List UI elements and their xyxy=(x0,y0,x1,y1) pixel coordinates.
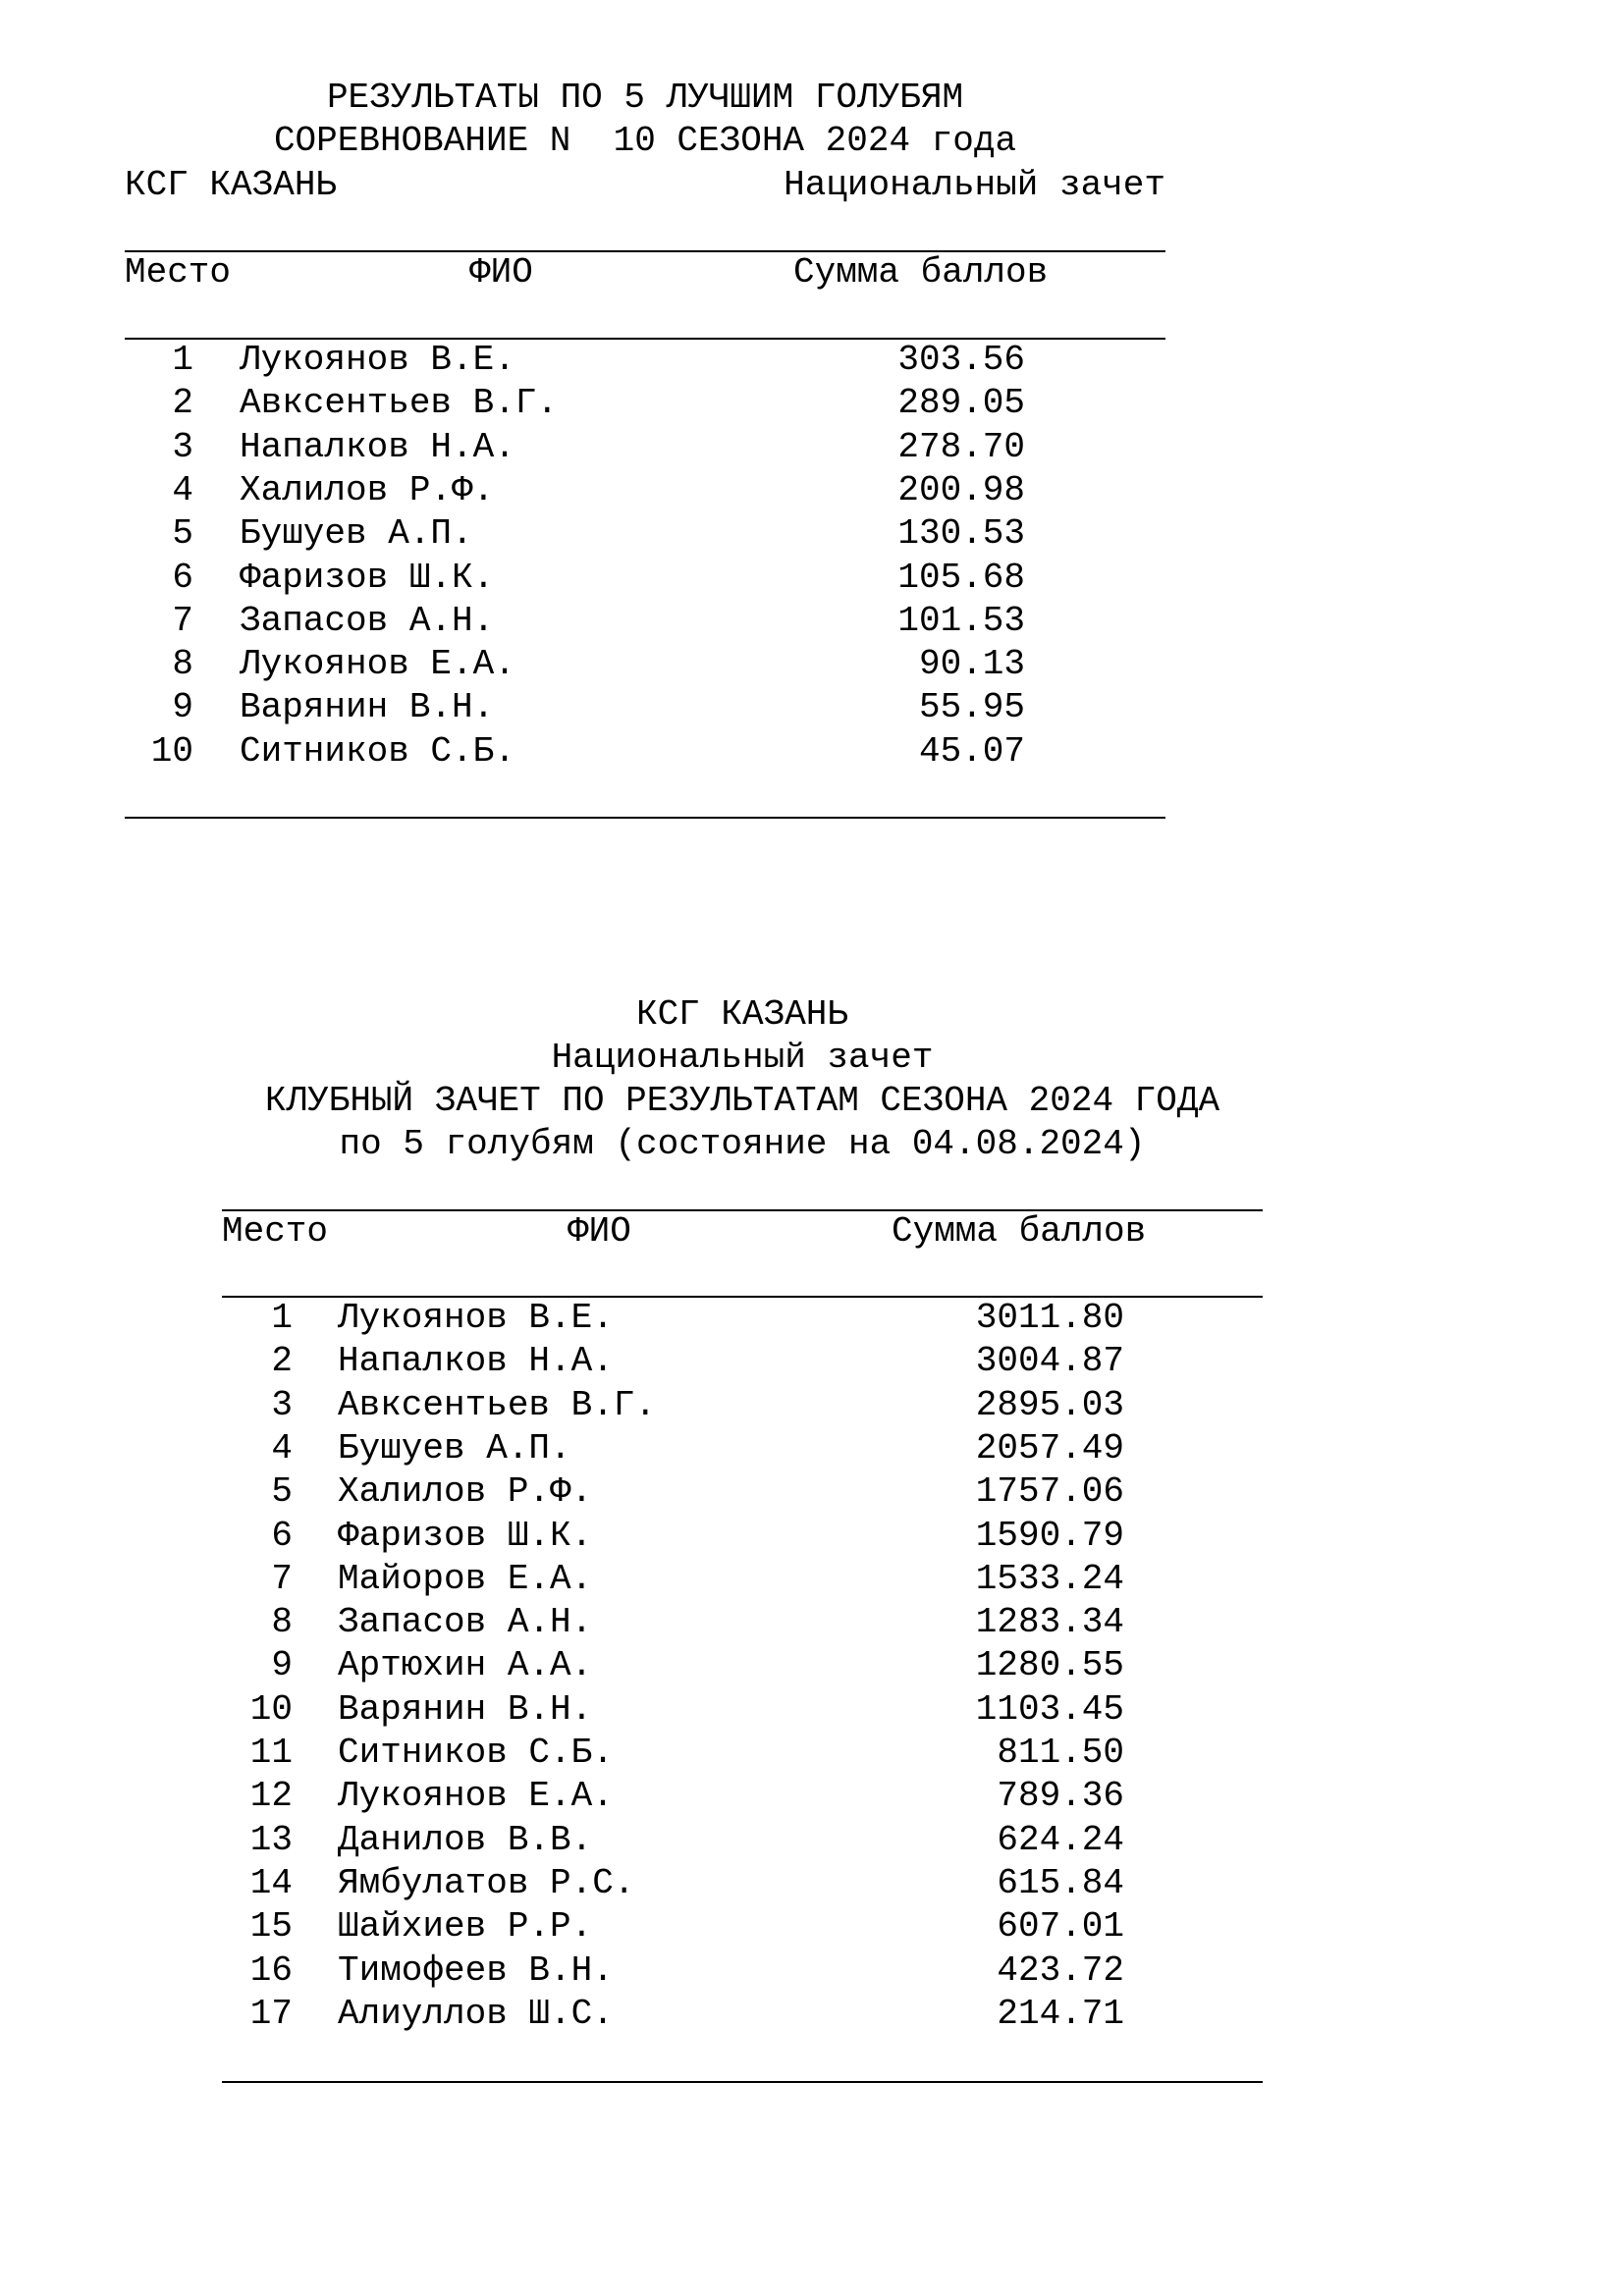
table-row xyxy=(222,1819,1263,1862)
place-cell: 3 xyxy=(172,426,193,467)
place-cell: 8 xyxy=(172,644,193,685)
name-cell: Алиуллов Ш.С. xyxy=(338,1993,614,2034)
table-row xyxy=(222,1905,1263,1949)
place-cell: 11 xyxy=(249,1733,293,1773)
score-cell: 55.95 xyxy=(918,687,1025,728)
report-2-category: Национальный зачет xyxy=(551,1038,934,1078)
place-cell: 4 xyxy=(172,469,193,510)
place-cell: 4 xyxy=(271,1427,293,1468)
place-cell: 1 xyxy=(271,1298,293,1338)
report-2-club: КСГ КАЗАНЬ xyxy=(635,994,849,1035)
score-cell: 615.84 xyxy=(997,1862,1124,1903)
name-cell: Варянин В.Н. xyxy=(338,1688,593,1730)
place-cell: 8 xyxy=(271,1602,293,1643)
score-cell: 1283.34 xyxy=(975,1602,1124,1643)
name-cell: Авксентьев В.Г. xyxy=(338,1384,657,1425)
table-row xyxy=(125,686,1165,729)
name-cell: Данилов В.В. xyxy=(338,1819,593,1860)
name-cell: Запасов А.Н. xyxy=(240,600,495,641)
name-cell: Лукоянов Е.А. xyxy=(338,1776,614,1817)
place-cell: 9 xyxy=(172,687,193,728)
place-cell: 5 xyxy=(172,513,193,555)
table-row xyxy=(125,512,1165,556)
score-cell: 105.68 xyxy=(897,557,1025,598)
name-cell: Бушуев А.П. xyxy=(240,513,473,555)
score-cell: 2895.03 xyxy=(975,1384,1124,1425)
table-row xyxy=(125,557,1165,600)
name-cell: Лукоянов Е.А. xyxy=(240,644,515,685)
report-2-header-score: Сумма баллов xyxy=(892,1211,1147,1252)
place-cell: 3 xyxy=(271,1384,293,1425)
place-cell: 9 xyxy=(271,1645,293,1686)
table-row xyxy=(222,1470,1263,1514)
name-cell: Лукоянов В.Е. xyxy=(338,1298,614,1338)
name-cell: Халилов Р.Ф. xyxy=(240,469,495,510)
score-cell: 607.01 xyxy=(997,1906,1124,1948)
name-cell: Авксентьев В.Г. xyxy=(240,383,559,424)
name-cell: Ситников С.Б. xyxy=(338,1733,614,1773)
report-1-category: Национальный зачет xyxy=(784,165,1165,205)
score-cell: 3011.80 xyxy=(975,1298,1124,1338)
table-row xyxy=(125,426,1165,469)
table-row xyxy=(125,469,1165,512)
report-2-title: КЛУБНЫЙ ЗАЧЕТ ПО РЕЗУЛЬТАТАМ СЕЗОНА 2024 ГОДА xyxy=(264,1081,1220,1121)
table-row xyxy=(125,600,1165,643)
score-cell: 423.72 xyxy=(997,1949,1124,1991)
score-cell: 789.36 xyxy=(997,1776,1124,1817)
place-cell: 10 xyxy=(249,1688,293,1730)
place-cell: 16 xyxy=(249,1949,293,1991)
table-row xyxy=(222,1993,1263,2036)
name-cell: Тимофеев В.Н. xyxy=(338,1949,614,1991)
place-cell: 7 xyxy=(271,1558,293,1599)
score-cell: 289.05 xyxy=(897,383,1025,424)
place-cell: 7 xyxy=(172,600,193,641)
report-1-header-name: ФИО xyxy=(469,252,533,293)
table-row xyxy=(125,339,1165,382)
table-row xyxy=(125,730,1165,774)
name-cell: Фаризов Ш.К. xyxy=(240,557,495,598)
table-row xyxy=(222,1775,1263,1818)
report-1-subtitle: СОРЕВНОВАНИЕ N 10 СЕЗОНА 2024 года xyxy=(273,121,1017,161)
table-row xyxy=(222,1340,1263,1383)
report-2-header-name: ФИО xyxy=(568,1211,631,1252)
report-1-header-score: Сумма баллов xyxy=(793,252,1049,293)
score-cell: 45.07 xyxy=(918,730,1025,772)
place-cell: 14 xyxy=(249,1862,293,1903)
score-cell: 101.53 xyxy=(897,600,1025,641)
score-cell: 303.56 xyxy=(897,340,1025,380)
name-cell: Артюхин А.А. xyxy=(338,1645,593,1686)
name-cell: Напалков Н.А. xyxy=(240,426,515,467)
place-cell: 6 xyxy=(271,1515,293,1556)
score-cell: 2057.49 xyxy=(975,1427,1124,1468)
name-cell: Бушуев А.П. xyxy=(338,1427,571,1468)
score-cell: 1590.79 xyxy=(975,1515,1124,1556)
name-cell: Майоров Е.А. xyxy=(338,1558,593,1599)
table-row xyxy=(222,1644,1263,1687)
score-cell: 130.53 xyxy=(897,513,1025,555)
table-row xyxy=(222,1688,1263,1732)
table-row xyxy=(222,1427,1263,1470)
score-cell: 1103.45 xyxy=(975,1688,1124,1730)
score-cell: 1757.06 xyxy=(975,1471,1124,1513)
report-2-subtitle: по 5 голубям (состояние на 04.08.2024) xyxy=(339,1124,1146,1164)
place-cell: 10 xyxy=(150,730,193,772)
table-row xyxy=(222,1862,1263,1905)
table-row xyxy=(222,1297,1263,1340)
table-row xyxy=(125,643,1165,686)
table-row xyxy=(222,1515,1263,1558)
score-cell: 278.70 xyxy=(897,426,1025,467)
place-cell: 12 xyxy=(249,1776,293,1817)
report-1-rule-bottom xyxy=(125,817,1165,819)
table-row xyxy=(222,1558,1263,1601)
place-cell: 2 xyxy=(271,1341,293,1382)
place-cell: 1 xyxy=(172,340,193,380)
name-cell: Ямбулатов Р.С. xyxy=(338,1862,635,1903)
score-cell: 200.98 xyxy=(897,469,1025,510)
score-cell: 90.13 xyxy=(918,644,1025,685)
table-row xyxy=(125,382,1165,425)
table-row xyxy=(222,1384,1263,1427)
report-1-club: КСГ КАЗАНЬ xyxy=(125,165,338,205)
name-cell: Фаризов Ш.К. xyxy=(338,1515,593,1556)
place-cell: 13 xyxy=(249,1819,293,1860)
score-cell: 1533.24 xyxy=(975,1558,1124,1599)
report-1-title: РЕЗУЛЬТАТЫ ПО 5 ЛУЧШИМ ГОЛУБЯМ xyxy=(326,78,964,118)
name-cell: Халилов Р.Ф. xyxy=(338,1471,593,1513)
name-cell: Напалков Н.А. xyxy=(338,1341,614,1382)
place-cell: 2 xyxy=(172,383,193,424)
name-cell: Варянин В.Н. xyxy=(240,687,495,728)
place-cell: 6 xyxy=(172,557,193,598)
score-cell: 214.71 xyxy=(997,1993,1124,2034)
name-cell: Ситников С.Б. xyxy=(240,730,515,772)
name-cell: Шайхиев Р.Р. xyxy=(338,1906,593,1948)
place-cell: 17 xyxy=(249,1993,293,2034)
name-cell: Запасов А.Н. xyxy=(338,1602,593,1643)
report-1-header-place: Место xyxy=(125,252,232,293)
place-cell: 5 xyxy=(271,1471,293,1513)
score-cell: 811.50 xyxy=(997,1733,1124,1773)
score-cell: 624.24 xyxy=(997,1819,1124,1860)
table-row xyxy=(222,1732,1263,1775)
name-cell: Лукоянов В.Е. xyxy=(240,340,515,380)
table-row xyxy=(222,1949,1263,1993)
report-2-header-place: Место xyxy=(222,1211,329,1252)
score-cell: 1280.55 xyxy=(975,1645,1124,1686)
score-cell: 3004.87 xyxy=(975,1341,1124,1382)
place-cell: 15 xyxy=(249,1906,293,1948)
report-2-rule-bottom xyxy=(222,2081,1263,2083)
table-row xyxy=(222,1601,1263,1644)
